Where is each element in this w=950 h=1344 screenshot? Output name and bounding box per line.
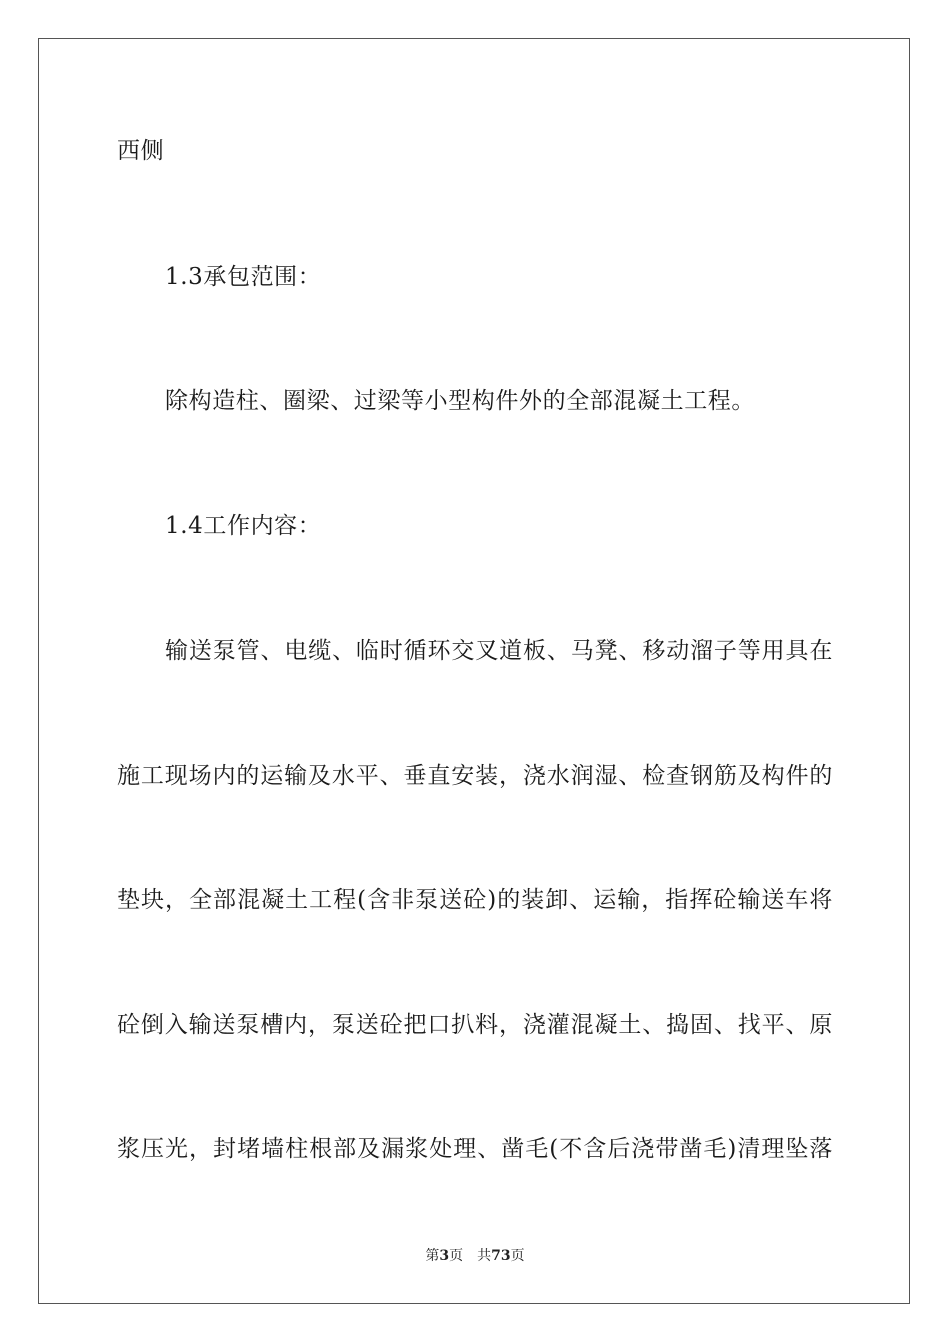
footer-total-pages: 73 (491, 1248, 511, 1264)
footer-page-prefix: 第 (425, 1248, 440, 1264)
page-footer (0, 1247, 950, 1265)
footer-total-prefix: 共 (477, 1248, 492, 1264)
footer-page-suffix: 页 (449, 1248, 464, 1264)
footer-total-suffix: 页 (510, 1248, 525, 1264)
text-line-west-side: 西侧 (117, 138, 165, 164)
section-heading-contract-scope: 1.3承包范围： (165, 264, 322, 290)
paragraph-line-3: 垫块，全部混凝土工程(含非泵送砼)的装卸、运输，指挥砼输送车将 (117, 887, 833, 913)
paragraph-line-4: 砼倒入输送泵槽内，泵送砼把口扒料，浇灌混凝土、捣固、找平、原 (117, 1012, 833, 1038)
section-heading-work-content: 1.4工作内容： (165, 513, 322, 539)
footer-page-number: 3 (439, 1248, 450, 1264)
paragraph-contract-scope: 除构造柱、圈梁、过梁等小型构件外的全部混凝土工程。 (165, 388, 755, 414)
paragraph-line-2: 施工现场内的运输及水平、垂直安装，浇水润湿、检查钢筋及构件的 (117, 763, 833, 789)
paragraph-line-5: 浆压光，封堵墙柱根部及漏浆处理、凿毛(不含后浇带凿毛)清理坠落 (117, 1136, 833, 1162)
paragraph-line-1: 输送泵管、电缆、临时循环交叉道板、马凳、移动溜子等用具在 (165, 638, 833, 664)
page-border (38, 38, 910, 1304)
